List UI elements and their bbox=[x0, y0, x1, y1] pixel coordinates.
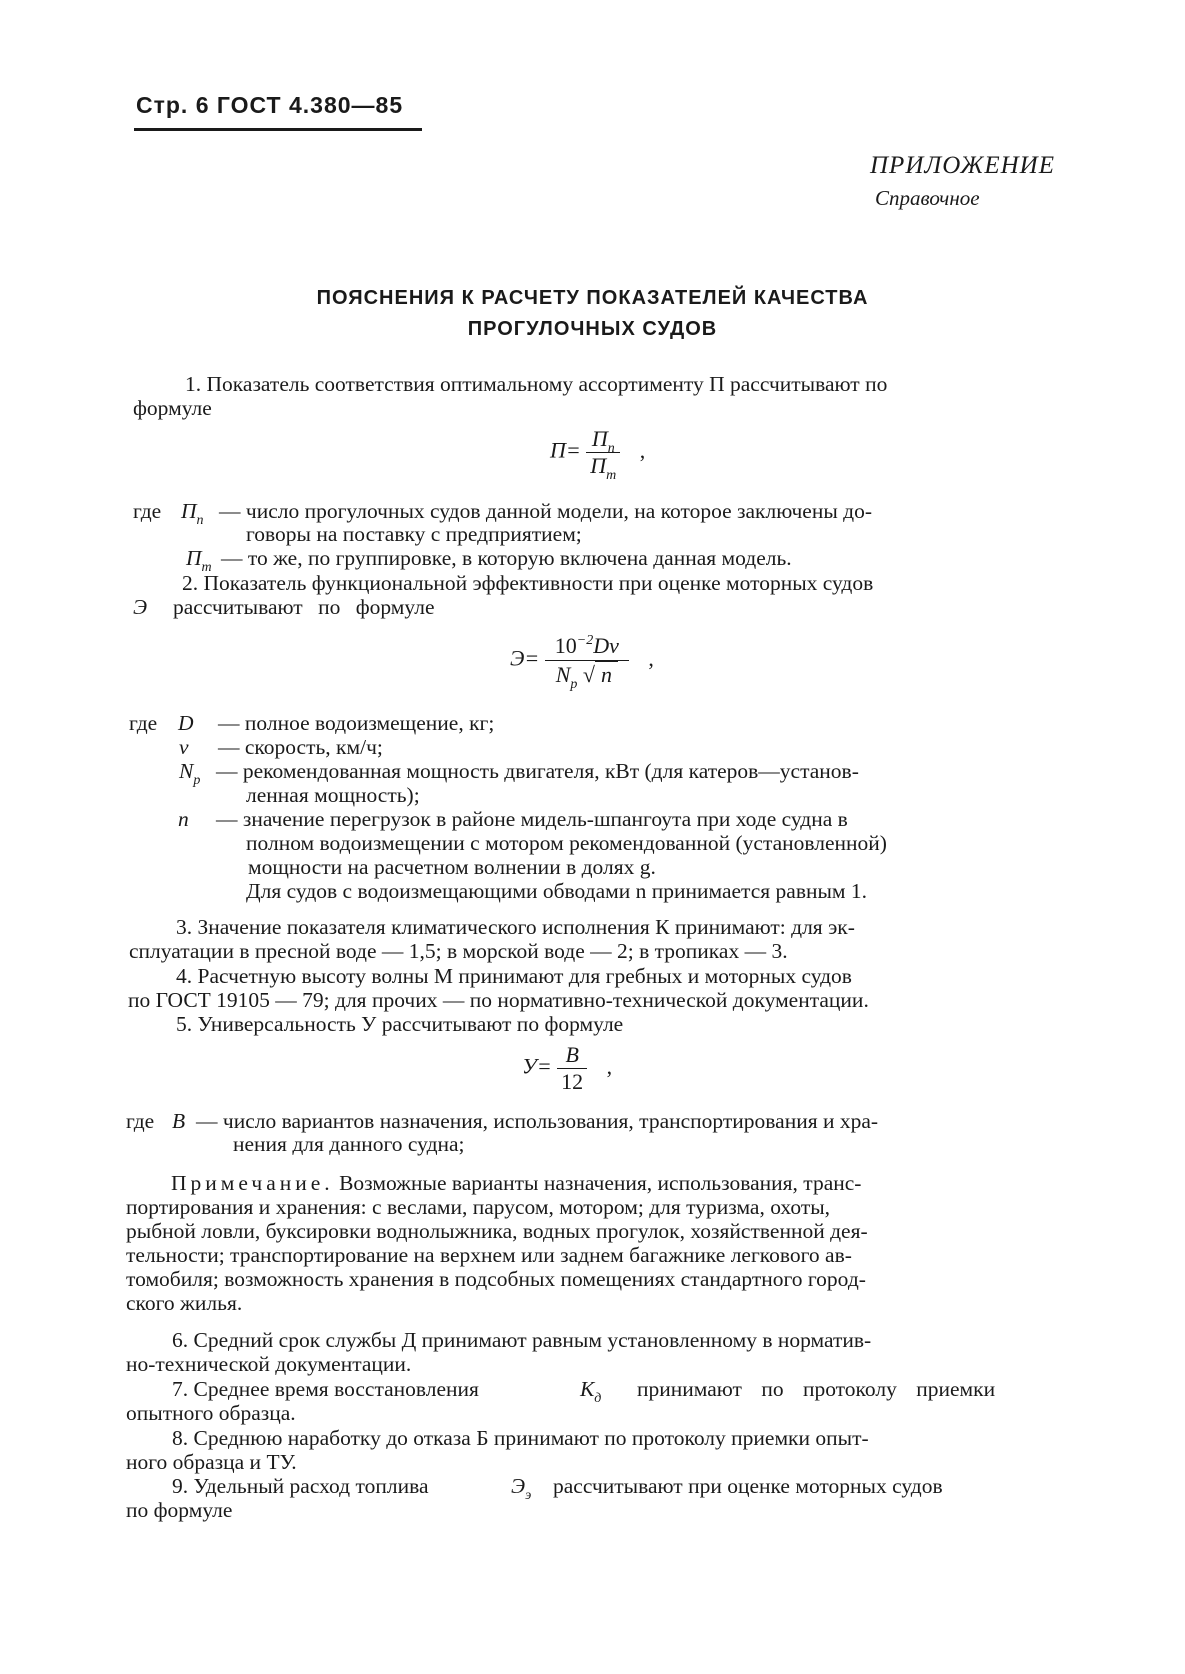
note-line3: рыбной ловли, буксировки воднолыжника, водных прогулок, хозяйственной дея- bbox=[126, 1219, 868, 1243]
p7-sym: $К_д$ bbox=[580, 1377, 602, 1406]
where2-N-def-line1: — рекомендованная мощность двигателя, кВт (для катеров—установ- bbox=[216, 759, 859, 783]
p2-sym: Э bbox=[133, 595, 148, 619]
page-header: Стр. 6 ГОСТ 4.380—85 bbox=[136, 92, 404, 118]
where2-n-def-line4: Для судов с водоизмещающими обводами n принимается равным 1. bbox=[246, 879, 868, 903]
where3-lead: где bbox=[126, 1109, 155, 1133]
where3-def-line1: — число вариантов назначения, использования, транспортирования и хра- bbox=[196, 1109, 879, 1133]
p9-sym: $Э_э$ bbox=[511, 1474, 532, 1503]
where2-D-def: — полное водоизмещение, кг; bbox=[218, 711, 495, 735]
note-line4: тельности; транспортирование на верхнем или заднем багажнике легкового ав- bbox=[126, 1243, 852, 1267]
formula-3: У= $\frac{В}{12}$ , bbox=[522, 1042, 613, 1094]
p9-line2: по формуле bbox=[126, 1498, 233, 1522]
p1-line2: формуле bbox=[133, 396, 212, 420]
note-line5: томобиля; возможность хранения в подсобных помещениях стандартного город- bbox=[126, 1267, 866, 1291]
where1-def2: — то же, по группировке, в которую включена данная модель. bbox=[221, 546, 792, 570]
where2-D: D bbox=[178, 711, 194, 735]
where2-N: $N_р$ bbox=[179, 759, 201, 788]
where1-def1-line2: говоры на поставку с предприятием; bbox=[246, 522, 582, 546]
note-line6: ского жилья. bbox=[126, 1291, 243, 1315]
where1-sym2: $П_т$ bbox=[186, 546, 212, 575]
p4-line1: 4. Расчетную высоту волны М принимают для гребных и моторных судов bbox=[176, 964, 852, 988]
where2-n-def-line3: мощности на расчетном волнении в долях g. bbox=[248, 855, 656, 879]
p7-rest: принимают по протоколу приемки bbox=[637, 1377, 996, 1401]
where1-def1-line1: — число прогулочных судов данной модели, на которое заключены до- bbox=[219, 499, 872, 523]
note-label: Примечание. bbox=[171, 1171, 334, 1195]
p6-line1: 6. Средний срок службы Д принимают равным установленному в норматив- bbox=[172, 1328, 872, 1352]
where2-n-def-line1: — значение перегрузок в районе мидель-шпангоута при ходе судна в bbox=[216, 807, 848, 831]
p6-line2: но-технической документации. bbox=[126, 1352, 412, 1376]
header-underline bbox=[134, 128, 422, 131]
p9-lead: 9. Удельный расход топлива bbox=[172, 1474, 429, 1498]
where2-N-def-line2: ленная мощность); bbox=[246, 783, 420, 807]
p2-line1: 2. Показатель функциональной эффективности при оценке моторных судов bbox=[182, 571, 874, 595]
formula-2: Э= $\frac{10^{-2}Dv}{N_р √ n}$ , bbox=[510, 633, 654, 692]
appendix-title: ПРИЛОЖЕНИЕ bbox=[870, 152, 1055, 179]
where1-sym1: $П_п$ bbox=[181, 499, 204, 528]
p2-line2: рассчитывают по формуле bbox=[173, 595, 435, 619]
where3-def-line2: нения для данного судна; bbox=[233, 1132, 465, 1156]
note-line1: Примечание. Возможные варианты назначения, использования, транс- bbox=[171, 1171, 862, 1195]
appendix-type: Справочное bbox=[875, 186, 980, 210]
where2-n-def-line2: полном водоизмещении с мотором рекомендованной (установленной) bbox=[246, 831, 887, 855]
p4-line2: по ГОСТ 19105 — 79; для прочих — по нормативно-технической документации. bbox=[128, 988, 869, 1012]
p3-line1: 3. Значение показателя климатического исполнения К принимают: для эк- bbox=[176, 915, 855, 939]
where2-lead: где bbox=[129, 711, 158, 735]
formula-1: П= $\frac{П_п}{П_т}$ , bbox=[550, 426, 646, 483]
where2-v-def: — скорость, км/ч; bbox=[218, 735, 383, 759]
p8-line2: ного образца и ТУ. bbox=[126, 1450, 297, 1474]
where1-lead: где bbox=[133, 499, 162, 523]
where3-sym: В bbox=[172, 1109, 186, 1133]
document-title-line-1: ПОЯСНЕНИЯ К РАСЧЕТУ ПОКАЗАТЕЛЕЙ КАЧЕСТВА bbox=[316, 287, 869, 309]
p3-line2: сплуатации в пресной воде — 1,5; в морской воде — 2; в тропиках — 3. bbox=[129, 939, 788, 963]
p1-line1: 1. Показатель соответствия оптимальному ассортименту П рассчитывают по bbox=[185, 372, 888, 396]
note-line2: портирования и хранения: с веслами, парусом, мотором; для туризма, охоты, bbox=[126, 1195, 831, 1219]
p7-lead: 7. Среднее время восстановления bbox=[172, 1377, 479, 1401]
where2-v: v bbox=[179, 735, 189, 759]
p5-line1: 5. Универсальность У рассчитывают по формуле bbox=[176, 1012, 624, 1036]
p9-rest: рассчитывают при оценке моторных судов bbox=[553, 1474, 943, 1498]
document-title-line-2: ПРОГУЛОЧНЫХ СУДОВ bbox=[467, 318, 718, 340]
p7-line2: опытного образца. bbox=[126, 1401, 296, 1425]
where2-n: n bbox=[178, 807, 189, 831]
p8-line1: 8. Среднюю наработку до отказа Б принимают по протоколу приемки опыт- bbox=[172, 1426, 869, 1450]
